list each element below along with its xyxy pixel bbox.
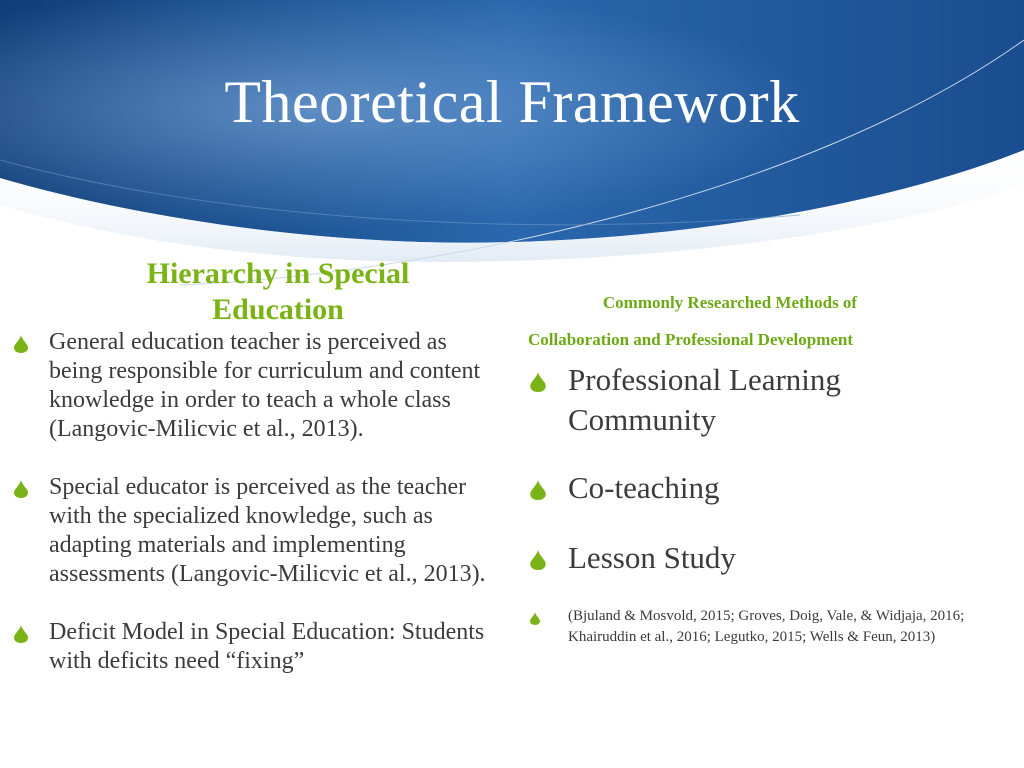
right-heading	[530, 284, 930, 358]
right-bullet-text: Co-teaching	[568, 470, 720, 505]
droplet-bullet-icon	[14, 480, 28, 498]
left-bullet-text: Deficit Model in Special Education: Students with deficits need “fixing”	[49, 619, 485, 674]
droplet-bullet-icon	[530, 372, 546, 392]
right-citation	[530, 606, 1010, 648]
right-bullet-3	[530, 538, 1010, 578]
left-bullet-text: Special educator is perceived as the teacher with the specialized knowledge, such as adapting materials and implementing assessments (Langovic-Milicvic et al., 2013).	[49, 474, 486, 587]
right-bullet-2	[530, 468, 1010, 508]
left-bullet-3	[14, 618, 494, 676]
right-column	[530, 284, 1010, 648]
left-heading: Hierarchy in Special Education	[146, 257, 410, 326]
droplet-bullet-icon	[530, 550, 546, 570]
right-bullet-1	[530, 360, 1010, 440]
right-heading-line1: Commonly Researched Methods of	[602, 293, 858, 312]
slide-title: Theoretical Framework	[224, 69, 800, 135]
droplet-bullet-icon	[14, 625, 28, 643]
droplet-bullet-icon	[530, 612, 540, 625]
left-column	[14, 256, 494, 705]
right-heading-line2: Collaboration and Professional Development	[528, 330, 854, 349]
left-bullet-2	[14, 473, 494, 589]
left-bullet-1	[14, 328, 494, 444]
left-bullet-text: General education teacher is perceived as being responsible for curriculum and content knowledge in order to teach a whole class (Langovic-Milicvic et al., 2013).	[49, 329, 481, 442]
droplet-bullet-icon	[14, 335, 28, 353]
citation-text: (Bjuland & Mosvold, 2015; Groves, Doig, Vale, & Widjaja, 2016; Khairuddin et al., 2016; Legutko, 2015; Wells & Feun, 2013)	[568, 608, 965, 645]
droplet-bullet-icon	[530, 480, 546, 500]
header-background	[0, 0, 1024, 290]
right-bullet-text: Lesson Study	[568, 540, 736, 575]
right-bullet-text: Professional Learning Community	[568, 362, 841, 437]
